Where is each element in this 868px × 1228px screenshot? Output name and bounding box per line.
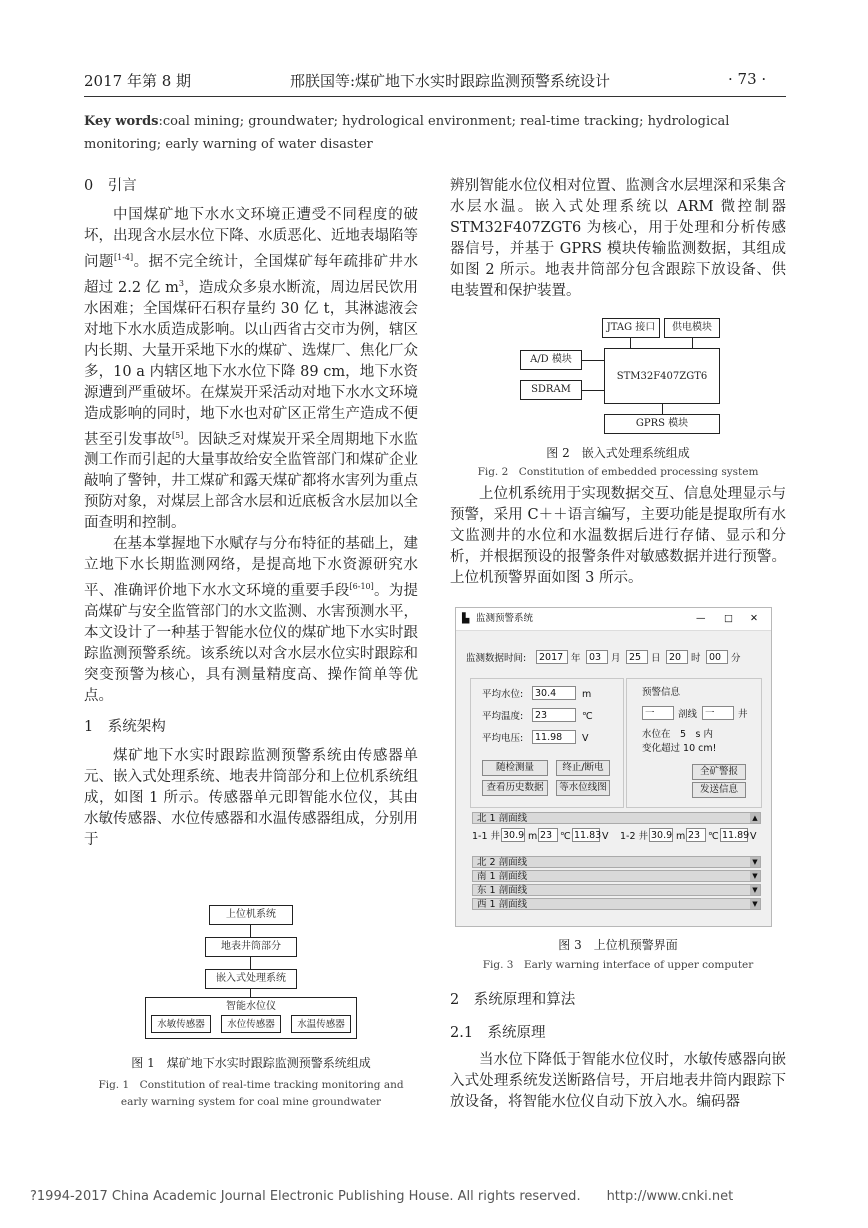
- box-mcu: STM32F407ZGT6: [604, 348, 720, 404]
- right-column-top: [450, 176, 786, 302]
- well-1-2-temp[interactable]: 23: [686, 828, 706, 842]
- close-icon[interactable]: ✕: [750, 613, 758, 624]
- well-1-2-level-unit: m: [676, 831, 686, 842]
- section-west-1[interactable]: 西 1 剖面线 ▼: [472, 898, 761, 910]
- minute-input[interactable]: 00: [706, 650, 728, 664]
- page-number: · 73 ·: [728, 70, 767, 88]
- avg-level-label: 平均水位:: [482, 689, 524, 700]
- contour-button[interactable]: 等水位线图: [556, 780, 610, 796]
- copyright-footer: ?1994-2017 China Academic Journal Electronic Publishing House. All rights reserved. http://www.cnki.net: [30, 1189, 734, 1204]
- section-east-1[interactable]: 东 1 剖面线 ▼: [472, 884, 761, 896]
- box-ad-module: A/D 模块: [520, 350, 582, 370]
- figure-1-caption: 图 1 煤矿地下水实时跟踪监测预警系统组成: [131, 1056, 371, 1070]
- mine-alarm-button[interactable]: 全矿警报: [692, 764, 746, 780]
- monitoring-window: [455, 607, 772, 927]
- send-info-button[interactable]: 发送信息: [692, 782, 746, 798]
- right-column-bottom: [450, 990, 786, 1113]
- expand-icon[interactable]: ▼: [750, 871, 760, 881]
- figure-3-caption: 图 3 上位机预警界面: [558, 938, 678, 952]
- box-water-level-sensor: 水位传感器: [221, 1015, 281, 1033]
- keywords: [84, 110, 786, 156]
- box-power-module: 供电模块: [664, 318, 720, 338]
- figure-2-caption-en: Fig. 2 Constitution of embedded processing system: [477, 466, 759, 478]
- well-1-2-temp-unit: ℃: [708, 831, 719, 842]
- month-input[interactable]: 03: [586, 650, 608, 664]
- warning-text-1: 水位在 5 s 内: [642, 729, 714, 740]
- expand-icon[interactable]: ▼: [750, 857, 760, 867]
- well-1-1-volt-unit: V: [602, 831, 609, 842]
- avg-volt-unit: V: [582, 733, 589, 744]
- keywords-label: Key words: [84, 114, 159, 129]
- box-water-sensitive-sensor: 水敏传感器: [151, 1015, 211, 1033]
- keywords-text: :coal mining; groundwater; hydrological environment; real-time tracking; hydrological monitoring; early warning of water disaster: [84, 114, 730, 152]
- well-1-2-volt-unit: V: [750, 831, 757, 842]
- app-icon: ▙: [462, 613, 470, 624]
- minute-unit: 分: [731, 653, 741, 664]
- window-title: 监测预警系统: [476, 613, 534, 624]
- well-1-1-temp[interactable]: 23: [538, 828, 558, 842]
- section-south-1[interactable]: 南 1 剖面线 ▼: [472, 870, 761, 882]
- box-jtag: JTAG 接口: [602, 318, 660, 338]
- history-button[interactable]: 查看历史数据: [482, 780, 548, 796]
- section-heading-0: 0 引言: [84, 178, 137, 194]
- intro-paragraph-2: 在基本掌握地下水赋存与分布特征的基础上，建立地下水长期监测网络，是提高地下水资源研究水平、准确评价地下水水文环境的重要手段[6-10]。为提高煤矿与安全监管部门的水文监测、水害预测水平，本文设计了一种基于智能水位仪的煤矿地下水实时跟踪监测预警系统。该系统以对含水层水位实时跟踪和突变预警为核心，具有测量精度高、操作简单等优点。: [84, 536, 419, 705]
- figure-2-caption: 图 2 嵌入式处理系统组成: [546, 446, 690, 460]
- warning-well-label: 井: [738, 709, 748, 720]
- well-1-2-volt[interactable]: 11.89: [722, 830, 750, 841]
- avg-volt-field[interactable]: 11.98: [532, 730, 576, 744]
- stop-button[interactable]: 终止/断电: [556, 760, 610, 776]
- box-embedded-system: 嵌入式处理系统: [205, 969, 297, 989]
- right-paragraph-1: 辨别智能水位仪相对位置、监测含水层埋深和采集含水层水温。嵌入式处理系统以 ARM 微控制器 STM32F407ZGT6 为核心，用于处理和分析传感器信号，并基于 GPRS 模块传输监测数据，其组成如图 2 所示。地表井筒部分包含跟踪下放设备、供电装置和保护装置。: [450, 178, 786, 299]
- section-heading-2: 2 系统原理和算法: [450, 992, 576, 1008]
- architecture-paragraph: 煤矿地下水实时跟踪监测预警系统由传感器单元、嵌入式处理系统、地表井筒部分和上位机系统组成，如图 1 所示。传感器单元即智能水位仪，其由水敏传感器、水位传感器和水温传感器组成，分别用于: [84, 748, 418, 849]
- minimize-icon[interactable]: —: [696, 613, 706, 624]
- warning-line-label: 剖线: [678, 709, 698, 720]
- section-heading-1: 1 系统架构: [84, 719, 166, 736]
- section-north-2[interactable]: 北 2 剖面线 ▼: [472, 856, 761, 868]
- well-1-1-level-unit: m: [528, 831, 538, 842]
- well-1-2-level[interactable]: 30.9: [651, 830, 673, 841]
- measure-button[interactable]: 随检测量: [482, 760, 548, 776]
- box-surface-shaft: 地表井筒部分: [205, 937, 297, 957]
- well-1-1-temp-unit: ℃: [560, 831, 571, 842]
- well-1-1-volt[interactable]: 11.83: [574, 830, 602, 841]
- expand-icon[interactable]: ▼: [750, 899, 760, 909]
- warning-line-input[interactable]: 一: [642, 706, 674, 720]
- avg-temp-unit: ℃: [582, 711, 593, 722]
- month-unit: 月: [611, 653, 621, 664]
- well-1-2-label: 1-2 井: [620, 831, 649, 842]
- right-paragraph-2: 上位机系统用于实现数据交互、信息处理显示与预警，采用 C＋＋语言编写，主要功能是提取所有水文监测井的水位和水温数据后进行存储、显示和分析，并根据预设的报警条件对敏感数据并进行预警。上位机预警界面如图 3 所示。: [450, 486, 786, 586]
- figure-1-caption-en-2: early warning system for coal mine groundwater: [120, 1096, 382, 1108]
- well-1-1-level[interactable]: 30.9: [503, 830, 525, 841]
- avg-temp-field[interactable]: 23: [532, 708, 576, 722]
- time-label: 监测数据时间:: [466, 653, 527, 664]
- issue-label: 2017 年第 8 期: [84, 72, 192, 90]
- avg-temp-label: 平均温度:: [482, 711, 524, 722]
- avg-level-field[interactable]: 30.4: [532, 686, 576, 700]
- right-column-mid: [450, 484, 786, 589]
- day-unit: 日: [651, 653, 661, 664]
- section-north-1[interactable]: 北 1 剖面线 ▲: [472, 812, 761, 824]
- maximize-icon[interactable]: □: [724, 613, 733, 624]
- hour-unit: 时: [691, 653, 701, 664]
- warning-title: 预警信息: [642, 687, 681, 698]
- expand-icon[interactable]: ▼: [750, 885, 760, 895]
- well-1-1-label: 1-1 井: [472, 831, 501, 842]
- figure-2-diagram: [520, 318, 720, 436]
- section-heading-2-1: 2.1 系统原理: [450, 1025, 546, 1041]
- box-smart-water-level-meter: 智能水位仪: [145, 997, 357, 1039]
- left-column: [84, 176, 418, 851]
- year-input[interactable]: 2017: [536, 650, 568, 664]
- figure-3-caption-en: Fig. 3 Early warning interface of upper computer: [482, 959, 754, 971]
- avg-volt-label: 平均电压:: [482, 733, 524, 744]
- day-input[interactable]: 25: [626, 650, 648, 664]
- figure-1-caption-en-1: Fig. 1 Constitution of real-time tracking monitoring and: [98, 1079, 404, 1091]
- principle-paragraph: 当水位下降低于智能水位仪时，水敏传感器向嵌入式处理系统发送断路信号，开启地表井筒内跟踪下放设备，将智能水位仪自动下放入水。编码器: [450, 1052, 786, 1110]
- avg-level-unit: m: [582, 689, 592, 700]
- hour-input[interactable]: 20: [666, 650, 688, 664]
- year-unit: 年: [571, 653, 581, 664]
- warning-text-2: 变化超过 10 cm!: [642, 743, 717, 754]
- box-sdram: SDRAM: [520, 380, 582, 400]
- intro-paragraph-1: 中国煤矿地下水水文环境正遭受不同程度的破坏，出现含水层水位下降、水质恶化、近地表塌陷等问题[1-4]。据不完全统计，全国煤矿每年疏排矿井水超过 2.2 亿 $m^3$，造成众多泉水断流，周边居民饮用水困难；全国煤矸石积存量约 30 亿 t，其淋滤液会对地下水水质造成影响。以山西省古交市为例，辖区内长期、大量开采地下水的煤矿、选煤厂、焦化厂众多，10 a 内辖区地下水水位下降 89 cm，地下水资源遭到严重破坏。在煤炭开采活动对地下水水文环境造成影响的同时，地下水也对矿区正常生产造成不便甚至引发事故[5]。因缺乏对煤炭开采全周期地下水监测工作而引起的大量事故给安全监管部门和煤矿企业敲响了警钟，井工煤矿和露天煤矿都将水害列为重点预防对象，对煤层上部含水层和近底板含水层加以全面查明和控制。: [84, 207, 419, 532]
- warning-well-input[interactable]: 一: [702, 706, 734, 720]
- box-water-temp-sensor: 水温传感器: [291, 1015, 351, 1033]
- box-gprs: GPRS 模块: [604, 414, 720, 434]
- collapse-icon[interactable]: ▲: [750, 813, 760, 823]
- figure-1-diagram: [145, 905, 357, 1040]
- header-rule: [84, 96, 786, 97]
- window-titlebar: [456, 608, 771, 631]
- running-title: 邢朕国等:煤矿地下水实时跟踪监测预警系统设计: [290, 72, 611, 90]
- box-upper-computer: 上位机系统: [209, 905, 293, 925]
